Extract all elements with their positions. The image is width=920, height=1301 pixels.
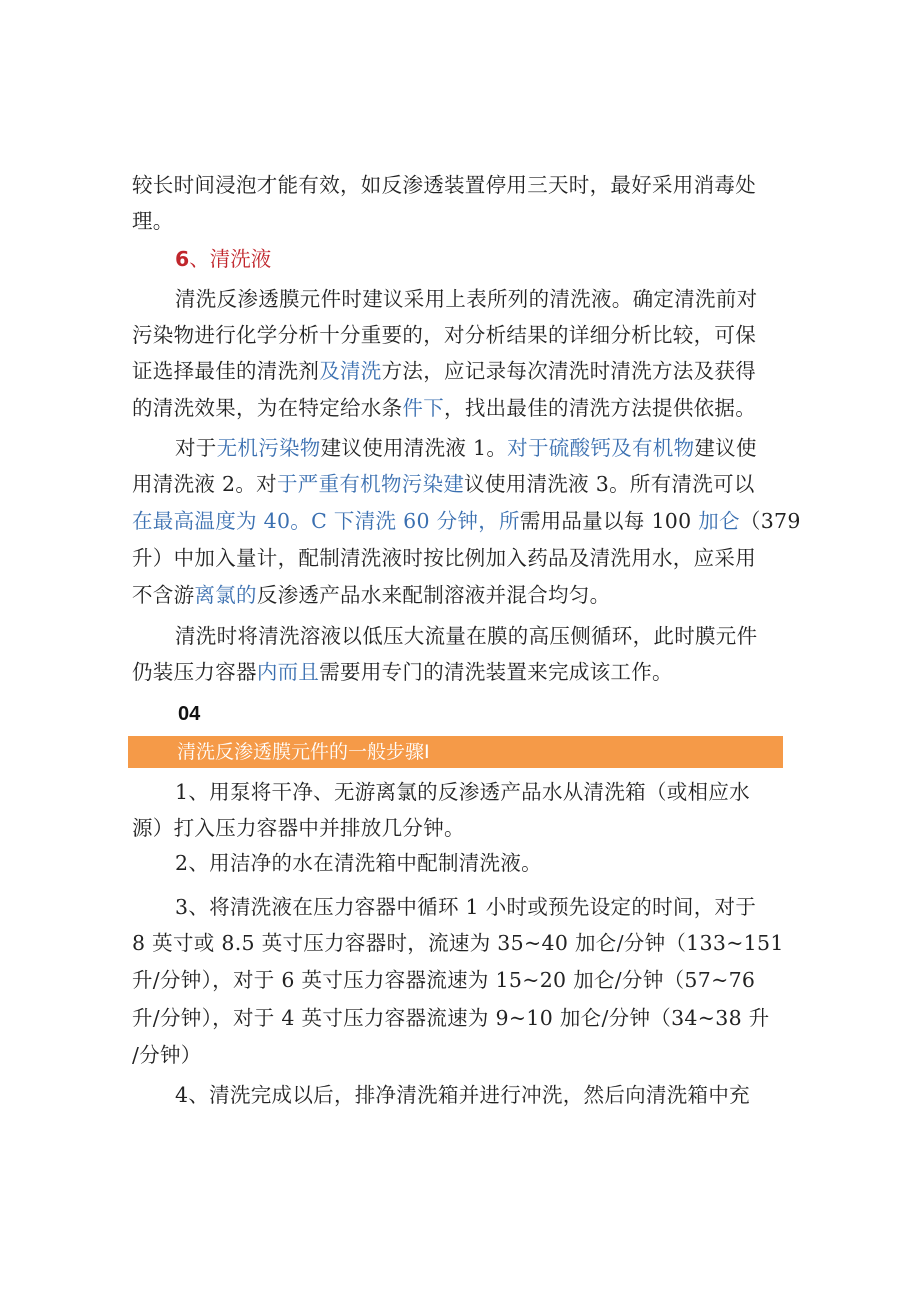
p2-l3-c: 加仑 bbox=[698, 509, 740, 533]
p2-l2-c: 议使用清洗液 3。所有清洗可以 bbox=[464, 472, 755, 496]
p2-l1-e: 建议使 bbox=[694, 436, 757, 460]
p2-line-3 bbox=[132, 506, 801, 536]
p3-l2-c: 需要用专门的清洗装置来完成该工作。 bbox=[319, 660, 673, 684]
section-6-title: 、清洗液 bbox=[189, 247, 272, 271]
p1-line-4 bbox=[132, 393, 784, 423]
p2-line-1 bbox=[175, 433, 784, 463]
p2-l5-a: 不含游 bbox=[132, 583, 195, 607]
p2-l1-b: 无机污染物 bbox=[216, 436, 321, 460]
p2-line-4: 升）中加入量计，配制清洗液时按比例加入药品及清洗用水，应采用 bbox=[132, 546, 756, 570]
p2-line-2 bbox=[132, 469, 784, 499]
step3-line-1: 3、将清洗液在压力容器中循环 1 小时或预先设定的时间，对于 bbox=[175, 895, 757, 919]
p1-l3-c: 方法，应记录每次清洗时清洗方法及获得 bbox=[381, 359, 757, 383]
step1-line-1: 1、用泵将干净、无游离氯的反渗透产品水从清洗箱（或相应水 bbox=[175, 780, 750, 804]
p2-l3-a: 在最高温度为 40。C 下清洗 60 分钟，所 bbox=[132, 509, 520, 533]
p2-l1-c: 建议使用清洗液 1。 bbox=[320, 436, 508, 460]
intro-line-1: 较长时间浸泡才能有效，如反渗透装置停用三天时，最好采用消毒处 bbox=[132, 173, 756, 197]
section-title-bar bbox=[128, 736, 783, 768]
p1-l4-c: ，找出最佳的清洗方法提供依据。 bbox=[444, 396, 757, 420]
p3-line-1: 清洗时将清洗溶液以低压大流量在膜的高压侧循环，此时膜元件 bbox=[175, 624, 758, 648]
p1-line-3 bbox=[132, 356, 784, 386]
step3-line-5: /分钟） bbox=[132, 1043, 202, 1067]
p1-l4-a: 的清洗效果，为在特定给水条 bbox=[132, 396, 403, 420]
p2-l5-b: 离氯的 bbox=[194, 583, 257, 607]
p2-l3-d: （379 bbox=[739, 509, 801, 533]
p2-line-5 bbox=[132, 580, 784, 610]
section-title-bar-text: 清洗反渗透膜元件的一般步骤Ⅰ bbox=[177, 741, 430, 763]
step3-line-3: 升/分钟），对于 6 英寸压力容器流速为 15~20 加仑/分钟（57~76 bbox=[132, 968, 756, 992]
p3-l2-a: 仍装压力容器 bbox=[132, 660, 257, 684]
step1-line-2: 源）打入压力容器中并排放几分钟。 bbox=[132, 816, 465, 840]
step4-line-1: 4、清洗完成以后，排净清洗箱并进行冲洗，然后向清洗箱中充 bbox=[175, 1083, 750, 1107]
p2-l2-b: 于严重有机物污染建 bbox=[276, 472, 465, 496]
p2-l5-c: 反渗透产品水来配制溶液并混合均匀。 bbox=[256, 583, 611, 607]
p1-l3-b: 及清洗 bbox=[319, 359, 382, 383]
section-04-number: 04 bbox=[178, 703, 201, 725]
p2-l2-a: 用清洗液 2。对 bbox=[132, 472, 277, 496]
p1-l3-a: 证选择最佳的清洗剂 bbox=[132, 359, 320, 383]
step3-line-4: 升/分钟），对于 4 英寸压力容器流速为 9~10 加仑/分钟（34~38 升 bbox=[132, 1006, 770, 1030]
p1-line-1: 清洗反渗透膜元件时建议采用上表所列的清洗液。确定清洗前对 bbox=[175, 287, 758, 311]
p3-line-2 bbox=[132, 657, 784, 687]
intro-line-2: 理。 bbox=[132, 209, 174, 233]
section-6-number: 6 bbox=[175, 247, 190, 271]
p2-l1-d: 对于硫酸钙及有机物 bbox=[507, 436, 695, 460]
p2-l1-a: 对于 bbox=[175, 436, 217, 460]
p1-line-2: 污染物进行化学分析十分重要的，对分析结果的详细分析比较，可保 bbox=[132, 323, 756, 347]
p3-l2-b: 内而且 bbox=[256, 660, 320, 684]
p1-l4-b: 件下 bbox=[402, 396, 445, 420]
step3-line-2: 8 英寸或 8.5 英寸压力容器时，流速为 35~40 加仑/分钟（133~151 bbox=[132, 931, 784, 955]
section-6-heading bbox=[175, 244, 271, 274]
step2-line-1: 2、用洁净的水在清洗箱中配制清洗液。 bbox=[175, 851, 542, 875]
p2-l3-b: 需用品量以每 100 bbox=[519, 509, 699, 533]
